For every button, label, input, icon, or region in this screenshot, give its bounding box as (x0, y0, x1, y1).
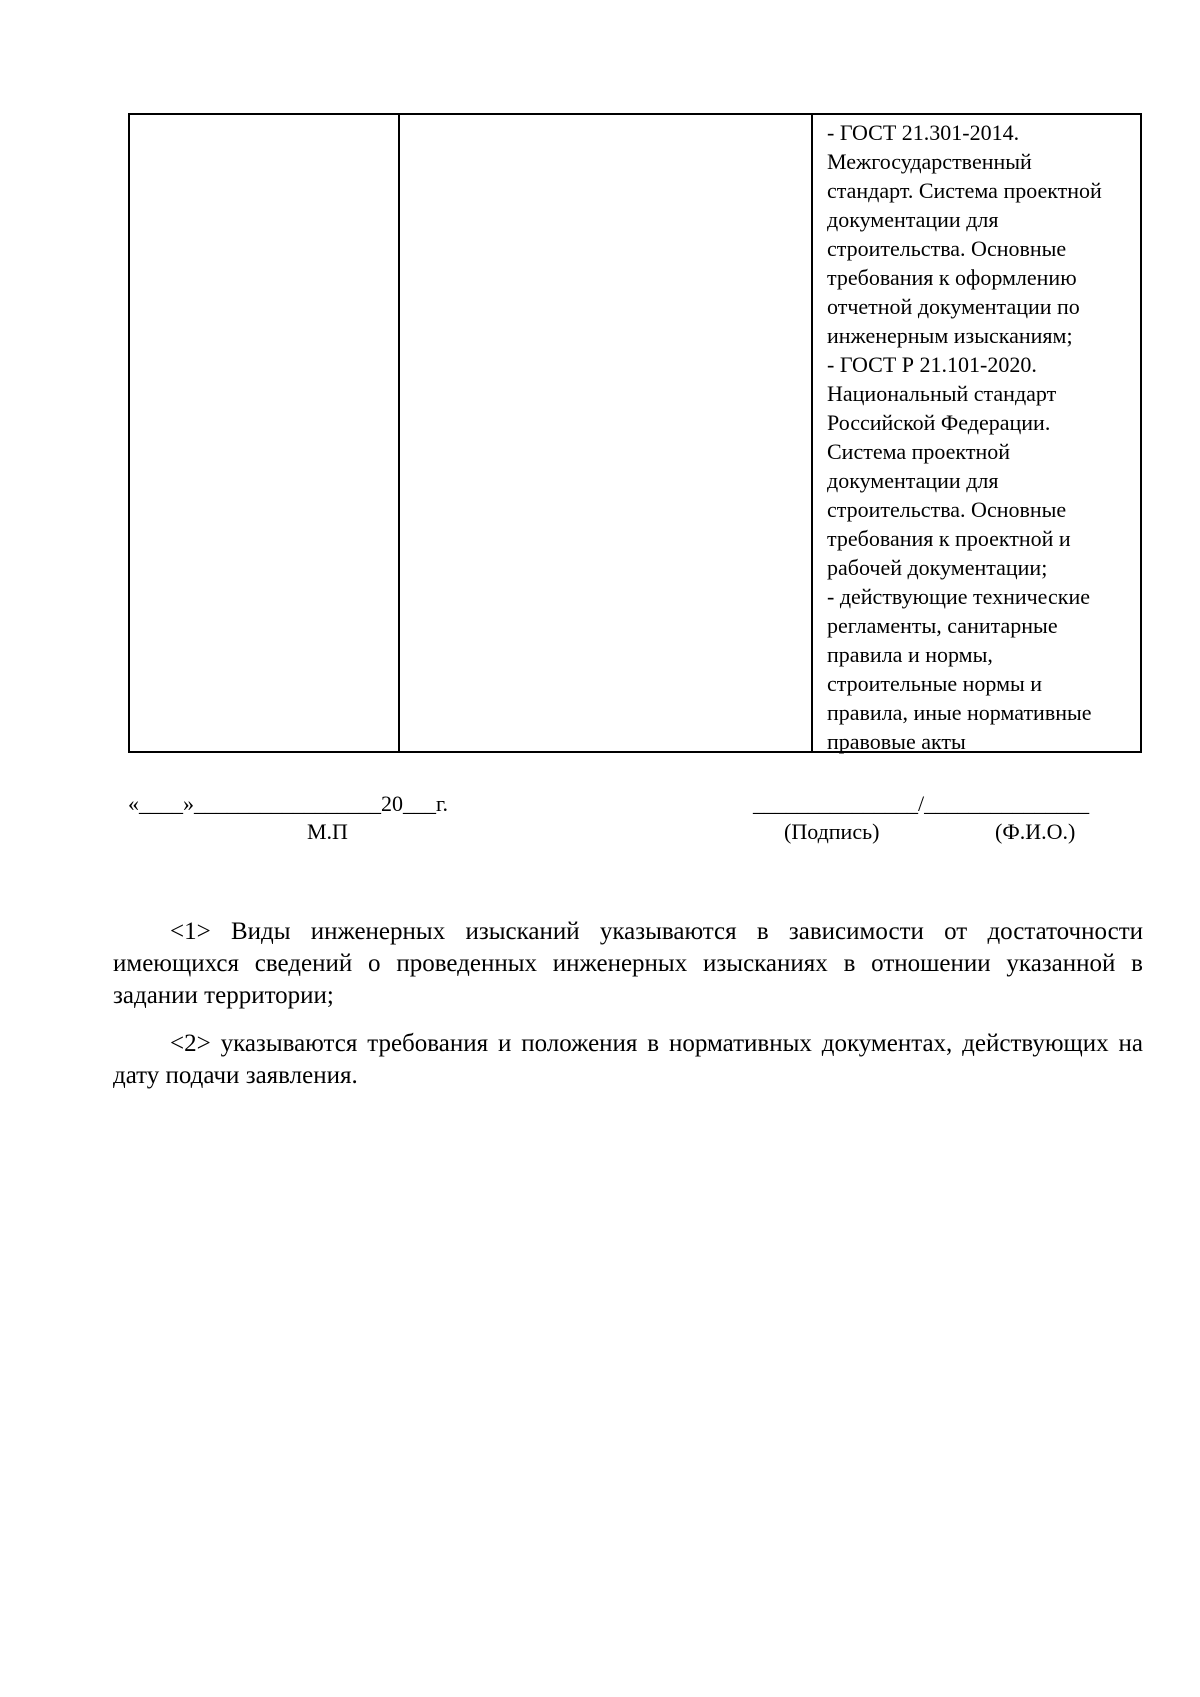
table-cell-col1 (130, 115, 400, 751)
stamp-label: М.П (307, 819, 348, 844)
table-cell-line: документации для (827, 207, 999, 232)
table-cell-line: Межгосударственный (827, 149, 1032, 174)
table-cell-line: требования к оформлению (827, 265, 1077, 290)
table-cell-line: - ГОСТ Р 21.101-2020. (827, 352, 1037, 377)
table-cell-line: Национальный стандарт (827, 381, 1057, 406)
table-cell-line: стандарт. Система проектной (827, 178, 1102, 203)
table-cell-line: документации для (827, 468, 999, 493)
table-cell-line: регламенты, санитарные (827, 613, 1058, 638)
table-cell-line: требования к проектной и (827, 526, 1071, 551)
signature-line: _______________/_______________ (753, 791, 1090, 816)
table-cell-line: Российской Федерации. (827, 410, 1051, 435)
signature-label: (Подпись) (784, 819, 880, 844)
table-cell-line: строительные нормы и (827, 671, 1043, 696)
table-cell-line: отчетной документации по (827, 294, 1080, 319)
footnote-1: <1> Виды инженерных изысканий указываются в зависимости от достаточности имеющихся сведений о проведенных инженерных изысканиях в отношении указанной в задании территории; (113, 918, 1143, 1009)
table-cell-line: инженерным изысканиям; (827, 323, 1073, 348)
table-cell-line: - действующие технические (827, 584, 1090, 609)
table-cell-col3 (813, 115, 1140, 754)
table-cell-line: - ГОСТ 21.301-2014. (827, 120, 1020, 145)
table-cell-line: Система проектной (827, 439, 1010, 464)
table-cell-line: правила, иные нормативные (827, 700, 1092, 725)
name-label: (Ф.И.О.) (995, 819, 1076, 844)
requirements-table (128, 113, 1142, 753)
table-cell-line: правовые акты (827, 729, 966, 754)
table-cell-line: правила и нормы, (827, 642, 993, 667)
table-cell-line: строительства. Основные (827, 236, 1067, 261)
table-cell-line: рабочей документации; (827, 555, 1048, 580)
table-cell-col2 (400, 115, 813, 751)
footnote-2: <2> указываются требования и положения в нормативных документах, действующих на дату подачи заявления. (113, 1030, 1143, 1089)
date-line: «____»_________________20___г. (128, 791, 449, 816)
table-cell-line: строительства. Основные (827, 497, 1067, 522)
